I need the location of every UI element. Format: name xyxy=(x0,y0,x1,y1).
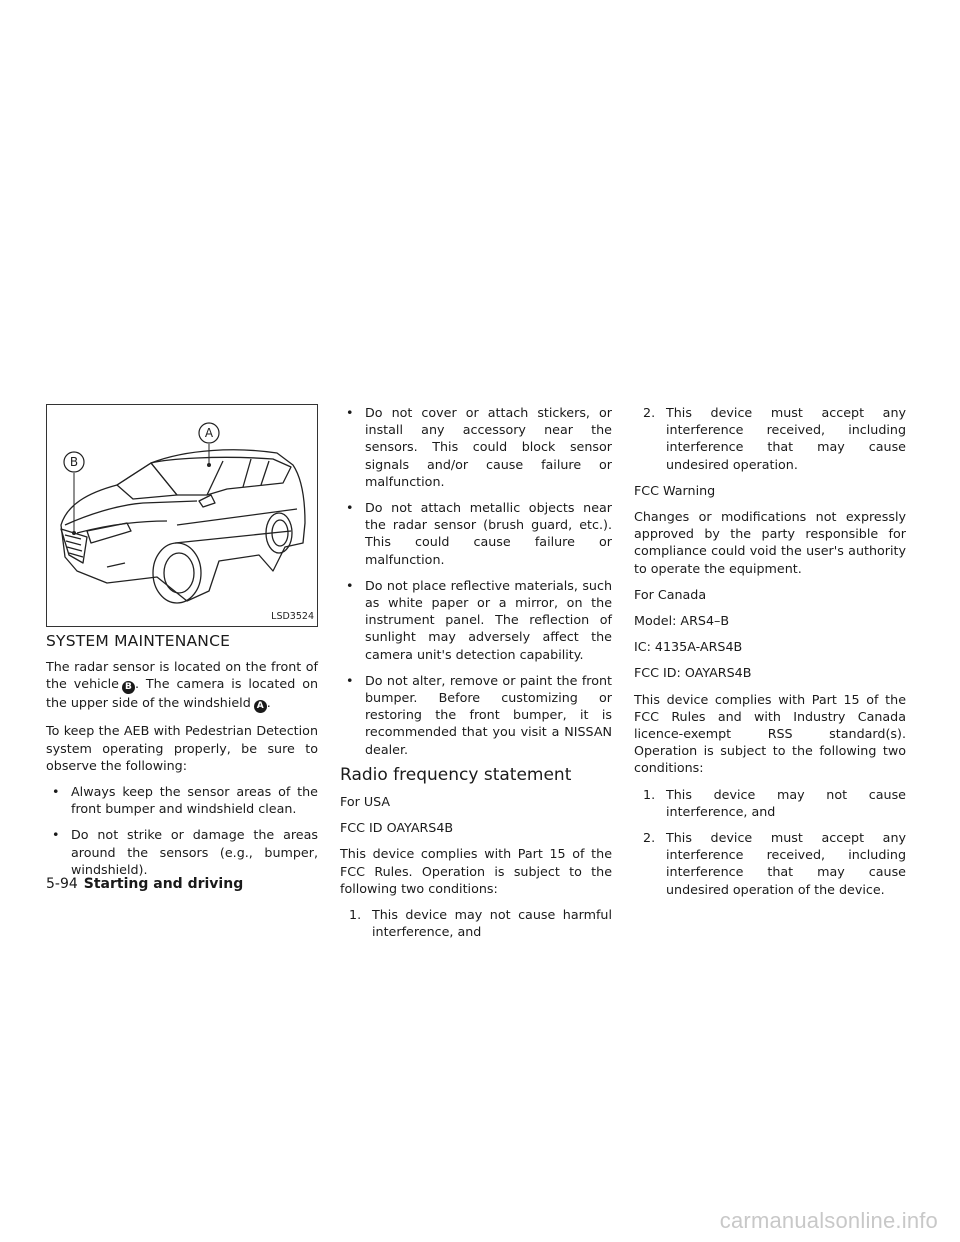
column-3 xyxy=(634,404,906,907)
text-for-canada: For Canada xyxy=(634,586,707,602)
text-fcc-id-canada: FCC ID: OAYARS4B xyxy=(634,665,752,681)
list-item: • Do not cover or attach stickers, or install any accessory near the sensors. This could block sensor signals and/or cause failure or malfunction. xyxy=(346,405,612,489)
subsection-heading: Radio frequency statement xyxy=(340,764,572,785)
numbered-item: 1. This device may not cause harmful interference, and xyxy=(349,907,612,940)
paragraph-changes: Changes or modifications not expressly approved by the party responsible for compliance could void the user's authority to operate the equipment. xyxy=(634,509,906,576)
marker-b-icon: B xyxy=(122,681,135,694)
watermark: carmanualsonline.info xyxy=(719,1208,938,1233)
text-ic: IC: 4135A-ARS4B xyxy=(634,639,743,655)
car-sensor-figure xyxy=(46,404,318,627)
numbered-item: 2. This device must accept any interference received, including interference that may cause undesired operation. xyxy=(643,405,906,472)
text-fcc-warning: FCC Warning xyxy=(634,482,716,498)
list-item: • Do not alter, remove or paint the front bumper. Before customizing or restoring the front bumper, it is recommended that you visit a NISSAN dealer. xyxy=(346,672,612,757)
marker-a-icon: A xyxy=(254,700,267,713)
car-illustration xyxy=(47,405,317,626)
text-for-usa: For USA xyxy=(340,794,391,810)
paragraph-fcc-compliance: This device complies with Part 15 of the FCC Rules. Operation is subject to the following two conditions: xyxy=(340,846,612,896)
list-item: • Do not place reflective materials, such as white paper or a mirror, on the instrument panel. The reflection of sunlight may adversely affect the camera unit's detection capability. xyxy=(346,577,612,662)
list-item: • Do not strike or damage the areas around the sensors (e.g., bumper, windshield). xyxy=(52,827,318,877)
list-item: • Always keep the sensor areas of the front bumper and windshield clean. xyxy=(52,784,318,817)
callout-b: B xyxy=(69,455,79,469)
numbered-item: 1. This device may not cause interference, and xyxy=(643,786,906,819)
paragraph-maintenance-intro: To keep the AEB with Pedestrian Detection system operating properly, be sure to observe the following: xyxy=(46,723,318,773)
text-model: Model: ARS4–B xyxy=(634,613,730,629)
paragraph-sensor-location: The radar sensor is located on the front of the vehicle B . The camera is located on the upper side of the windshield A . xyxy=(46,659,318,712)
numbered-item: 2. This device must accept any interference received, including interference that may cause undesired operation of the device. xyxy=(643,830,906,897)
footer-section-title: Starting and driving xyxy=(83,876,244,892)
text-fcc-id: FCC ID OAYARS4B xyxy=(340,820,454,836)
page-footer xyxy=(46,876,243,892)
list-item: • Do not attach metallic objects near the radar sensor (brush guard, etc.). This could cause failure or malfunction. xyxy=(346,500,612,567)
column-1 xyxy=(46,404,318,887)
paragraph-canada-compliance: This device complies with Part 15 of the FCC Rules and with Industry Canada licence-exempt RSS standard(s). Operation is subject to the following two conditions: xyxy=(634,691,906,776)
callout-a: A xyxy=(204,426,214,440)
figure-code: LSD3524 xyxy=(271,610,314,622)
column-2 xyxy=(340,404,612,949)
section-heading: SYSTEM MAINTENANCE xyxy=(46,632,231,650)
page-number: 5-94 xyxy=(46,876,78,892)
